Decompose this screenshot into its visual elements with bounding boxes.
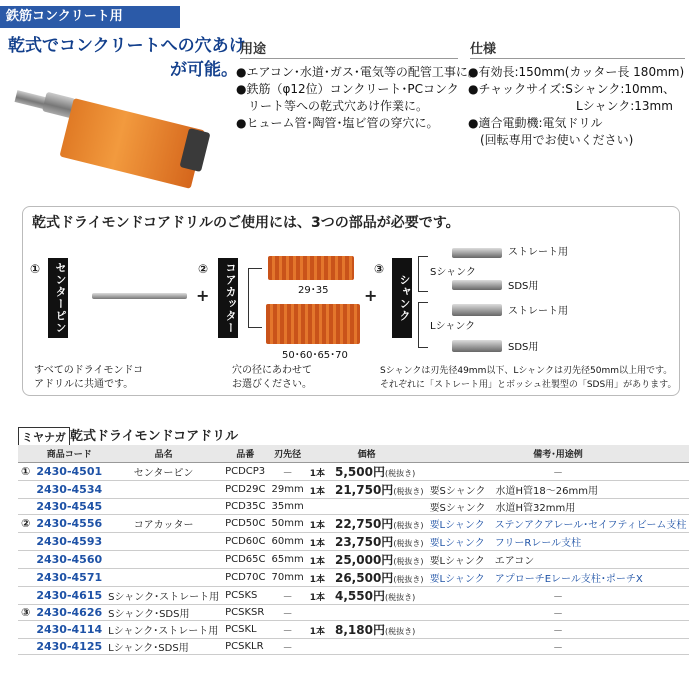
part-number: PCSKLR [222, 638, 268, 654]
part3-number: ③ [374, 262, 385, 276]
product-name: Lシャンク･SDS用 [105, 638, 222, 654]
part-number: PCSKSR [222, 604, 268, 620]
table-header: 価格 [307, 445, 427, 462]
panel-title: 乾式ドライモンドコアドリルのご使用には、3つの部品が必要です。 [32, 215, 460, 231]
price-cell [307, 480, 427, 498]
tax-label: (税抜き) [384, 626, 416, 636]
table-header: 刃先径 [269, 445, 307, 462]
product-code: 2430-4626 [33, 604, 105, 620]
tip-diameter: － [269, 604, 307, 620]
price-cell [307, 498, 427, 514]
remark: － [427, 638, 690, 654]
plus-sign: + [196, 286, 210, 305]
table-header: 品番 [222, 445, 268, 462]
part-number: PCD50C [222, 514, 268, 532]
part3-note-line: Sシャンクは刃先径49mm以下、Lシャンクは刃先径50mm以上用です。 [380, 366, 673, 376]
price-value: 23,750 [334, 534, 382, 549]
table-header: 商品コード [33, 445, 105, 462]
center-pin-image [92, 293, 187, 299]
price-value: 26,500 [334, 570, 382, 585]
tip-diameter: 65mm [269, 550, 307, 568]
remark: 要Sシャンク 水道H管18～26mm用 [427, 480, 690, 498]
yen-label: 円 [372, 588, 385, 603]
spec-item: ●チャックサイズ:Sシャンク:10mm、 [468, 82, 676, 96]
yen-label: 円 [381, 534, 394, 549]
product-name: センターピン [105, 462, 222, 480]
tip-diameter: － [269, 462, 307, 480]
table-row [18, 550, 689, 568]
price-value: 25,000 [334, 552, 382, 567]
sds-label: SDS用 [508, 281, 539, 292]
usage-item: ●ヒューム管･陶管･塩ビ管の穿穴に。 [236, 116, 439, 130]
table-row [18, 638, 689, 654]
part-number: PCSKS [222, 586, 268, 604]
remark: 要Lシャンク フリーRレール支柱 [427, 532, 690, 550]
product-code: 2430-4556 [33, 514, 105, 532]
price-cell [307, 462, 427, 480]
group-number-cell [18, 480, 33, 498]
price-value: 21,750 [334, 482, 382, 497]
part-number: PCD35C [222, 498, 268, 514]
spec-item: ●適合電動機:電気ドリル [468, 116, 603, 130]
size-small-label: 29･35 [298, 285, 329, 296]
s-shank-label: Sシャンク [430, 267, 476, 278]
tax-label: (税抜き) [384, 468, 416, 478]
product-name: Sシャンク･ストレート用 [105, 586, 222, 604]
unit-label: 1本 [309, 574, 325, 585]
unit-label: 1本 [309, 538, 325, 549]
size-large-label: 50･60･65･70 [282, 350, 348, 361]
product-name: Sシャンク･SDS用 [105, 604, 222, 620]
yen-label: 円 [372, 622, 385, 637]
tax-label: (税抜き) [393, 486, 424, 496]
tip-diameter: 35mm [269, 498, 307, 514]
spec-item: Lシャンク:13mm [468, 99, 673, 113]
tip-diameter: 60mm [269, 532, 307, 550]
part-number: PCD29C [222, 480, 268, 498]
unit-label: 1本 [309, 626, 325, 637]
product-drill-image [14, 80, 224, 175]
unit-label: 1本 [309, 592, 325, 603]
price-cell [307, 568, 427, 586]
table-title: 乾式ドライモンドコアドリル [70, 429, 239, 444]
price-value: 5,500 [334, 464, 373, 479]
part3-note-line: それぞれに「ストレート用」とボッシュ社製型の「SDS用」があります。 [380, 380, 677, 390]
group-number-cell [18, 620, 33, 638]
group-number-cell [18, 550, 33, 568]
group-number-cell [18, 586, 33, 604]
part-number: PCD60C [222, 532, 268, 550]
sds-label: SDS用 [508, 342, 539, 353]
price-value: 8,180 [334, 622, 373, 637]
product-code: 2430-4615 [33, 586, 105, 604]
spec-item: ●有効長:150mm(カッター長 180mm) [468, 65, 685, 79]
bracket [418, 256, 428, 292]
remark: 要Sシャンク 水道H管32mm用 [427, 498, 690, 514]
spec-title: 仕様 [470, 42, 497, 57]
part3-label: シャンク [392, 258, 412, 338]
table-row [18, 514, 689, 532]
table-row [18, 480, 689, 498]
product-code: 2430-4560 [33, 550, 105, 568]
product-name: コアカッター [105, 514, 222, 532]
table-header: 備考･用途例 [427, 445, 690, 462]
part2-note-line: お選びください。 [232, 379, 312, 390]
brand-label: ミヤナガ [18, 427, 70, 447]
price-cell [307, 604, 427, 620]
l-shank-label: Lシャンク [430, 321, 476, 332]
product-code: 2430-4545 [33, 498, 105, 514]
product-name-cell [105, 568, 222, 586]
spec-item: (回転専用でお使いください) [468, 133, 634, 147]
part-number: PCDCP3 [222, 462, 268, 480]
tip-diameter: － [269, 638, 307, 654]
part1-note [34, 364, 143, 392]
part2-note [232, 364, 312, 392]
remark: － [427, 586, 690, 604]
yen-label: 円 [372, 464, 385, 479]
yen-label: 円 [381, 516, 394, 531]
table-header [18, 445, 33, 462]
bracket [418, 302, 428, 348]
remark: － [427, 462, 690, 480]
tip-diameter: 70mm [269, 568, 307, 586]
product-code: 2430-4571 [33, 568, 105, 586]
unit-label: 1本 [309, 468, 325, 479]
part2-number: ② [198, 262, 209, 276]
headline [8, 34, 246, 82]
tip-diameter: － [269, 586, 307, 604]
tax-label: (税抜き) [393, 538, 424, 548]
group-number: ③ [18, 604, 33, 620]
tax-label: (税抜き) [393, 556, 424, 566]
remark: 要Lシャンク アプローチEレール支柱･ポーチX [427, 568, 690, 586]
group-number-cell [18, 532, 33, 550]
part1-note-line: アドリルに共通です。 [34, 379, 134, 390]
table-row [18, 532, 689, 550]
usage-item: リート等への乾式穴あけ作業に。 [236, 99, 429, 113]
price-cell [307, 586, 427, 604]
part2-note-line: 穴の径にあわせて [232, 365, 312, 376]
yen-label: 円 [381, 482, 394, 497]
group-number-cell [18, 638, 33, 654]
tax-label: (税抜き) [393, 520, 424, 530]
unit-label: 1本 [309, 520, 325, 531]
product-code: 2430-4534 [33, 480, 105, 498]
group-number-cell [18, 568, 33, 586]
category-badge: 鉄筋コンクリート用 [0, 6, 180, 28]
remark: 要Lシャンク エアコン [427, 550, 690, 568]
yen-label: 円 [381, 552, 394, 567]
price-value: 4,550 [334, 588, 373, 603]
unit-label: 1本 [309, 486, 325, 497]
product-code: 2430-4593 [33, 532, 105, 550]
shank-image [452, 248, 502, 258]
price-cell [307, 620, 427, 638]
tip-diameter: － [269, 620, 307, 638]
shank-image [452, 304, 502, 316]
product-code: 2430-4501 [33, 462, 105, 480]
product-code: 2430-4114 [33, 620, 105, 638]
usage-item: ●エアコン･水道･ガス･電気等の配管工事に。 [236, 65, 480, 79]
remark: － [427, 604, 690, 620]
core-cutter-large-image [266, 304, 360, 344]
price-cell [307, 532, 427, 550]
price-cell [307, 550, 427, 568]
product-table [18, 445, 689, 655]
tip-diameter: 29mm [269, 480, 307, 498]
product-name-cell [105, 480, 222, 498]
unit-label: 1本 [309, 556, 325, 567]
shank-image [452, 340, 502, 352]
group-number: ② [18, 514, 33, 532]
spec-divider [470, 58, 685, 59]
price-cell [307, 514, 427, 532]
group-number: ① [18, 462, 33, 480]
headline-line2: が可能。 [170, 60, 238, 80]
part1-note-line: すべてのドライモンドコ [34, 365, 144, 376]
spec-list [468, 64, 684, 149]
product-code: 2430-4125 [33, 638, 105, 654]
headline-line1: 乾式でコンクリートへの穴あけ [8, 36, 246, 56]
table-row [18, 498, 689, 514]
table-row [18, 586, 689, 604]
product-name-cell [105, 498, 222, 514]
bracket [248, 268, 262, 328]
straight-label: ストレート用 [508, 306, 568, 317]
part3-note [380, 364, 676, 392]
table-row [18, 620, 689, 638]
tax-label: (税抜き) [393, 574, 424, 584]
usage-title: 用途 [240, 42, 267, 57]
usage-item: ●鉄筋（φ12位）コンクリート･PCコンク [236, 82, 459, 96]
group-number-cell [18, 498, 33, 514]
product-name: Lシャンク･ストレート用 [105, 620, 222, 638]
product-name-cell [105, 532, 222, 550]
tax-label: (税抜き) [384, 592, 416, 602]
table-row [18, 604, 689, 620]
table-header-row [18, 445, 689, 462]
straight-label: ストレート用 [508, 247, 568, 258]
part2-label: コアカッター [218, 258, 238, 338]
part1-number: ① [30, 262, 41, 276]
part-number: PCD65C [222, 550, 268, 568]
shank-image [452, 280, 502, 290]
tip-diameter: 50mm [269, 514, 307, 532]
table-row [18, 462, 689, 480]
remark: 要Lシャンク ステンアクアレール･セイフティビーム支柱 [427, 514, 690, 532]
table-row [18, 568, 689, 586]
part-number: PCSKL [222, 620, 268, 638]
price-value: 22,750 [334, 516, 382, 531]
product-name-cell [105, 550, 222, 568]
part1-label: センターピン [48, 258, 68, 338]
table-header: 品名 [105, 445, 222, 462]
usage-list [236, 64, 480, 132]
plus-sign: + [364, 286, 378, 305]
yen-label: 円 [381, 570, 394, 585]
core-cutter-small-image [268, 256, 354, 280]
part-number: PCD70C [222, 568, 268, 586]
usage-divider [240, 58, 458, 59]
price-cell [307, 638, 427, 654]
remark: － [427, 620, 690, 638]
